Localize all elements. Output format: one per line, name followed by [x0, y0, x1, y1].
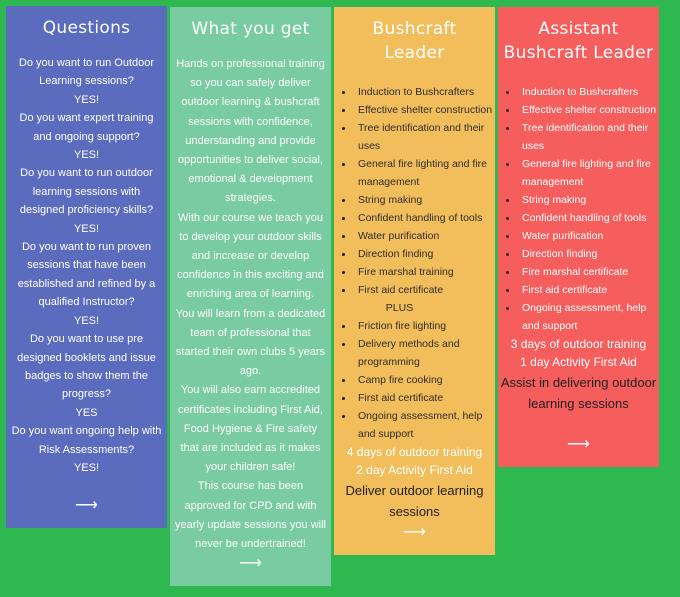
questions-list [10, 54, 163, 477]
list-item: String making [520, 191, 657, 209]
what-you-get-arrow-icon[interactable]: ⟶ [239, 555, 262, 572]
what-you-get-paragraph: With our course we teach you to develop your outdoor skills and increase or develop confidence in this exciting and enriching area of learning. [177, 211, 324, 301]
bushcraft-leader-panel [334, 7, 495, 555]
question-text: Do you want ongoing help with Risk Assessments? [11, 425, 162, 456]
list-item: Water purification [520, 227, 657, 245]
question-item [10, 238, 163, 330]
what-you-get-body [174, 55, 327, 554]
list-item: Fire marshal certificate [520, 263, 657, 281]
what-you-get-paragraph: This course has been approved for CPD and with yearly update sessions you will never be undertrained! [174, 480, 327, 551]
assistant-leader-course-list [500, 83, 657, 335]
list-item: Direction finding [520, 245, 657, 263]
list-item: General fire lighting and fire management [520, 155, 657, 191]
list-item: Tree identification and their uses [356, 119, 493, 155]
question-text: Do you want expert training and ongoing support? [19, 112, 154, 143]
questions-panel [6, 6, 167, 528]
list-item: String making [356, 191, 493, 209]
first-aid-days: 2 day Activity First Aid [356, 463, 473, 477]
first-aid-days: 1 day Activity First Aid [520, 355, 637, 369]
list-item: Ongoing assessment, help and support [520, 299, 657, 335]
answer-text: YES! [73, 93, 100, 106]
question-text: Do you want to run outdoor learning sessions with designed proficiency skills? [19, 167, 154, 217]
question-item [10, 54, 163, 109]
list-item: Direction finding [356, 245, 493, 263]
answer-text: YES! [73, 314, 100, 327]
list-item: Effective shelter construction [356, 101, 493, 119]
what-you-get-title: What you get [191, 19, 310, 39]
what-you-get-panel [170, 7, 331, 586]
training-days: 3 days of outdoor training [510, 337, 647, 351]
list-item: Confident handling of tools [520, 209, 657, 227]
what-you-get-paragraph: Hands on professional training so you can safely deliver outdoor learning & bushcraft sessions with confidence, understanding and provide opportunities to deliver social, emotional & development strategies. [176, 58, 325, 205]
list-item: Ongoing assessment, help and support [356, 407, 493, 443]
bushcraft-leader-arrow-icon[interactable]: ⟶ [403, 524, 426, 541]
question-item [10, 164, 163, 238]
deliver-text: Assist in delivering outdoor learning sessions [500, 375, 657, 411]
deliver-text: Deliver outdoor learning sessions [345, 483, 484, 519]
what-you-get-paragraph: You will also earn accredited certificates including First Aid, Food Hygiene & Fire safety that are included as it makes your children safe! [178, 384, 323, 474]
question-item [10, 422, 163, 477]
question-text: Do you want to run Outdoor Learning sessions? [18, 57, 155, 88]
list-item: Water purification [356, 227, 493, 245]
bushcraft-leader-extra-list [336, 317, 493, 443]
assistant-leader-title [500, 17, 657, 65]
answer-text: YES! [73, 461, 100, 474]
plus-label: PLUS [385, 302, 414, 314]
list-item: Friction fire lighting [356, 317, 493, 335]
questions-title: Questions [42, 18, 131, 38]
answer-text: YES [75, 406, 98, 419]
answer-text: YES! [73, 149, 100, 162]
assistant-leader-arrow-icon[interactable]: ⟶ [567, 436, 590, 453]
bushcraft-leader-title [336, 17, 493, 65]
list-item: Fire marshal training [356, 263, 493, 281]
bushcraft-leader-title-line: Bushcraft [372, 19, 457, 39]
assistant-leader-title-line: Assistant [538, 19, 619, 39]
list-item: First aid certificate [356, 281, 493, 299]
bushcraft-leader-title-line: Leader [384, 43, 445, 63]
list-item: First aid certificate [520, 281, 657, 299]
question-item [10, 330, 163, 422]
question-text: Do you want to use pre designed booklets and issue badges to show them the progress? [17, 333, 156, 401]
list-item: Tree identification and their uses [520, 119, 657, 155]
question-text: Do you want to run proven sessions that have been established and refined by a qualified Instructor? [17, 241, 156, 309]
list-item: Effective shelter construction [520, 101, 657, 119]
assistant-leader-panel [498, 7, 659, 467]
list-item: General fire lighting and fire management [356, 155, 493, 191]
list-item: Induction to Bushcrafters [356, 83, 493, 101]
list-item: Camp fire cooking [356, 371, 493, 389]
list-item: Induction to Bushcrafters [520, 83, 657, 101]
questions-arrow-icon[interactable]: ⟶ [75, 497, 98, 514]
training-days: 4 days of outdoor training [346, 445, 483, 459]
list-item: Confident handling of tools [356, 209, 493, 227]
question-item [10, 109, 163, 164]
answer-text: YES! [73, 222, 100, 235]
assistant-leader-title-line: Bushcraft Leader [503, 43, 654, 63]
list-item: First aid certificate [356, 389, 493, 407]
list-item: Delivery methods and programming [356, 335, 493, 371]
what-you-get-paragraph: You will learn from a dedicated team of professional that started their own clubs 5 years ago. [175, 307, 326, 378]
bushcraft-leader-course-list [336, 83, 493, 299]
